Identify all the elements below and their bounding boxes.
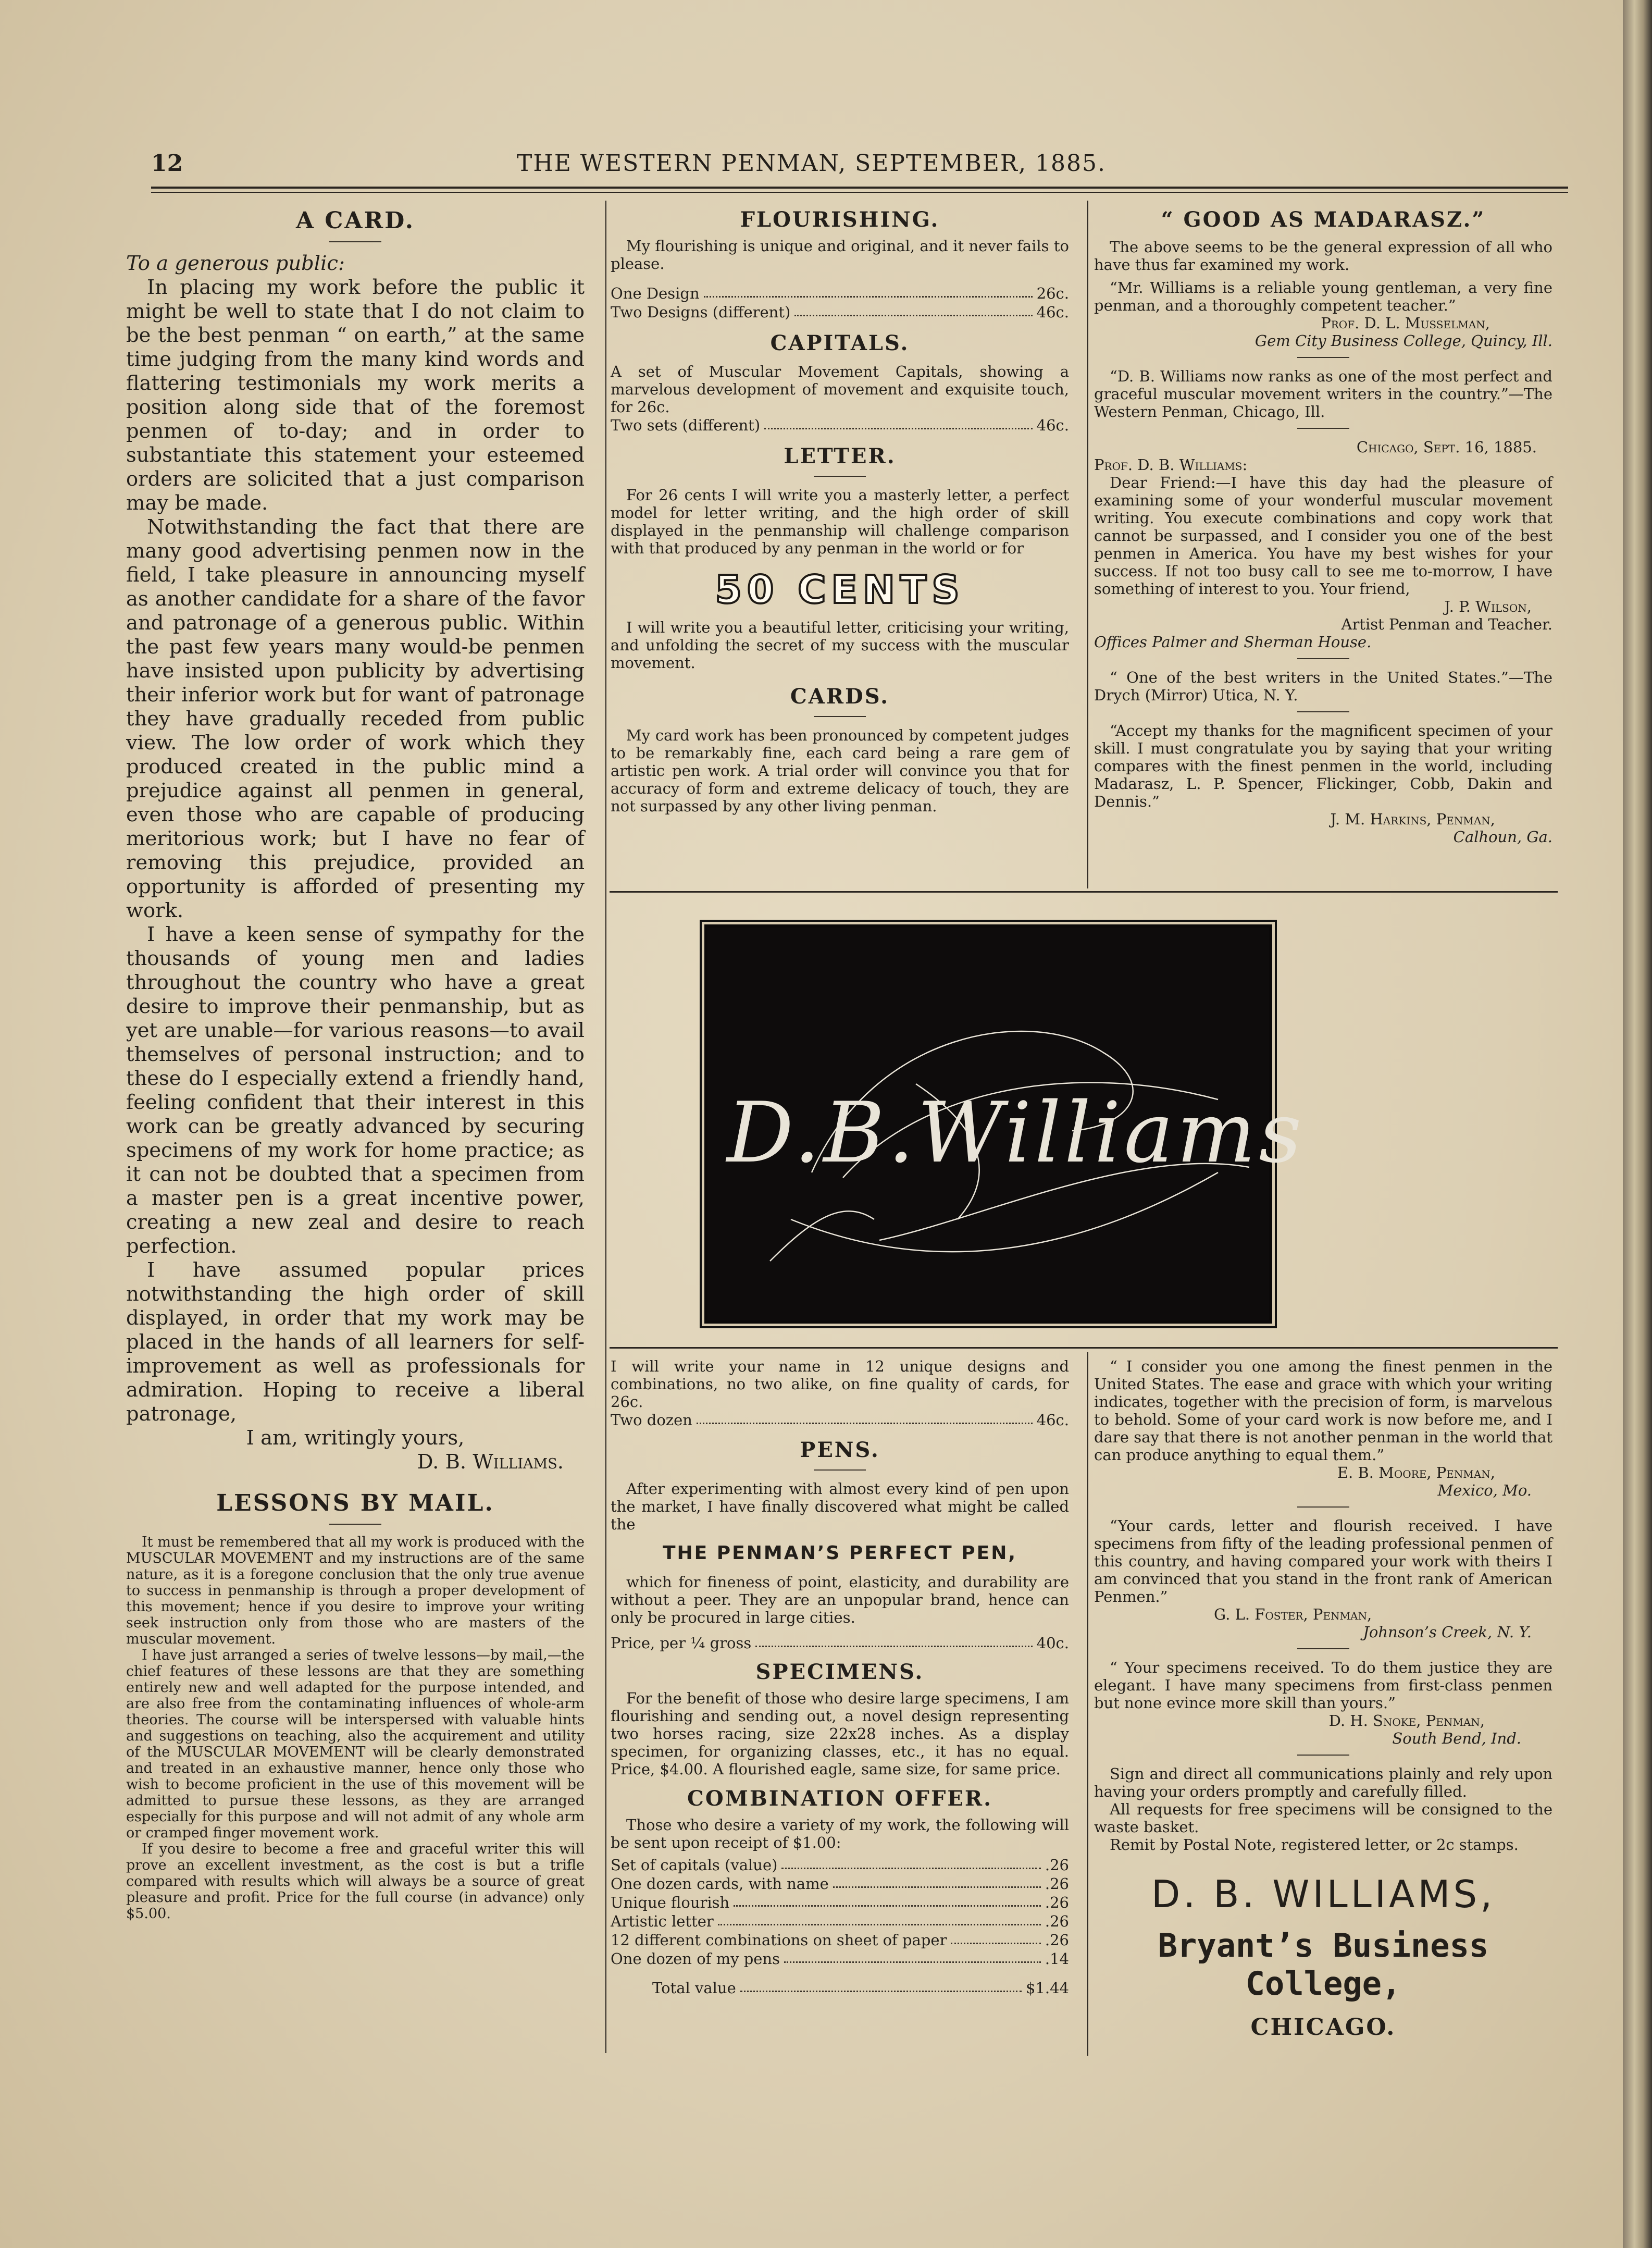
column-divider [1087,1352,1088,2056]
letter-text-2: I will write you a beautiful letter, criticising your writing, and unfolding the secret of my success with the muscular movement. [611,619,1069,672]
leader-dots [764,416,1032,429]
title-rule [814,476,866,477]
directions: All requests for free specimens will be consigned to the waste basket. [1094,1800,1552,1836]
pens-text: After experimenting with almost every kind of pen upon the market, I have finally discovered what might be called the [611,1480,1069,1533]
letter-body: Dear Friend:—I have this day had the pleasure of examining some of your wonderful muscular movement writing. You execute combinations and copy work that cannot be surpassed, and I consider you one of the best penmen in America. You have my best wishes for your success. If not too busy call to see me to-morrow, I have something of interest to you. Your friend, [1094,474,1552,598]
price-label: Price, per ¼ gross [611,1634,752,1652]
card-paragraph: Notwithstanding the fact that there are many good advertising penmen now in the field, I take pleasure in announcing myself as another candidate for a share of the favor and patronage of a generous public. Within the past few years many would-be penmen have insisted upon publicity by advertising their inferior work but for want of patronage they have gradually receded from public view. The low order of work which they produced created in the public mind a prejudice against all penmen in general, even those who are capable of producing meritorious work; but I have no fear of removing this prejudice, provided an opportunity is afforded of presenting my work. [126,515,585,922]
title-rule [1297,1755,1349,1756]
testimonial-signature: G. L. Foster, Penman, [1214,1605,1372,1623]
price-row [611,1874,1069,1893]
header-rule-thin [151,192,1568,193]
testimonial-source: Johnson’s Creek, N. Y. [1363,1623,1532,1641]
price-value: .26 [1045,1931,1069,1949]
lessons-title: LESSONS BY MAIL. [216,1490,494,1516]
combination-intro: Those who desire a variety of my work, the following will be sent upon receipt of $1.00: [611,1816,1069,1851]
testimonials-column [1094,207,1552,846]
price-value: .26 [1045,1875,1069,1893]
offers-column [611,207,1069,815]
total-label: Total value [652,1979,736,1997]
leader-dots [718,1912,1041,1925]
quote: “Accept my thanks for the magnificent specimen of your skill. I must congratulate you by saying that your writing compares with the finest penmen in the world, including Madarasz, L. P. Spencer, Flickinger, Cobb, Dakin and Dennis.” [1094,722,1552,810]
lessons-paragraph: If you desire to become a free and graceful writer this will prove an excellent investment, as the cost is but a trifle compared with results which will always be a source of great pleasure and profit. Price for the full course (in advance) only $5.00. [126,1841,585,1922]
specimens-text: For the benefit of those who desire large specimens, I am flourishing and sending out, a novel design representing two horses racing, size 22x28 inches. As a display specimen, for organizing classes, etc., it has no equal. Price, $4.00. A flourished eagle, same size, for same price. [611,1689,1069,1778]
flourishing-title: FLOURISHING. [740,207,940,232]
names-intro-text: I will write your name in 12 unique designs and combinations, no two alike, on fine quality of cards, for [611,1357,1069,1393]
letter-text: For 26 cents I will write you a masterly letter, a perfect model for letter writing, and the high order of skill displayed in the penmanship will challenge comparison with that produced by any penman in the world or for [611,486,1069,557]
testimonial: “Your cards, letter and flourish received. I have specimens from fifty of the leading professional penmen of this country, and having compared your work with theirs I am convinced that you stand in the front rank of American Penmen.” [1094,1517,1552,1605]
madarasz-intro: The above seems to be the general expression of all who have thus far examined my work. [1094,238,1552,274]
quote-source: Calhoun, Ga. [1453,828,1552,846]
testimonial: “ Your specimens received. To do them justice they are elegant. I have many specimens from first-class penmen but none evince more skill than yours.” [1094,1659,1552,1712]
letter-office: Offices Palmer and Sherman House. [1094,633,1372,651]
price-label: 12 different combinations on sheet of paper [611,1931,947,1949]
leader-dots [951,1931,1040,1944]
leader-dots [734,1893,1041,1907]
lessons-paragraph: It must be remembered that all my work is produced with the MUSCULAR MOVEMENT and my instructions are of the same nature, as it is a foregone conclusion that the only true avenue to success in penmanship is through a proper development of this movement; hence if you desire to improve your writing seek instruction only from those who are masters of the muscular movement. [126,1534,585,1647]
testimonial-source: Mexico, Mo. [1437,1481,1532,1499]
testimonial-signature: E. B. Moore, Penman, [1337,1464,1495,1481]
signature-script: D.B.Williams [727,1084,1305,1181]
leader-dots [704,284,1033,298]
title-rule [1297,357,1349,358]
leader-dots [740,1979,1022,1992]
section-divider [610,1347,1558,1349]
price-label: Artistic letter [611,1912,714,1930]
page-number: 12 [151,150,183,177]
title-rule [1297,1506,1349,1508]
price-label: Unique flourish [611,1894,730,1911]
section-divider [610,891,1558,893]
offers-column-lower [611,1357,1069,1997]
pen-name: THE PENMAN’S PERFECT PEN, [662,1542,1017,1564]
price-label: One dozen cards, with name [611,1875,829,1893]
card-closing: I am, writingly yours, [246,1426,465,1450]
specimens-title: SPECIMENS. [755,1660,924,1684]
price-value: 26c. [637,398,670,416]
title-rule [1297,711,1349,712]
price-value: .26 [1045,1856,1069,1874]
address-college: Bryant’s Business College, [1158,1926,1489,2003]
price-value: 40c. [1036,1634,1069,1652]
leader-dots [755,1634,1032,1647]
price-row [611,1634,1069,1652]
quote: “D. B. Williams now ranks as one of the most perfect and graceful muscular movement writers in the country.”—The Western Penman, Chicago, Ill. [1094,367,1552,421]
price-value: .14 [1045,1950,1069,1968]
column-divider [605,201,606,2053]
quote-signature: J. M. Harkins, Penman, [1330,810,1495,828]
price-label: A set of Muscular Movement Capitals, showing a marvelous development of movement and exquisite touch, for [611,363,1069,416]
letter-date: Chicago, Sept. 16, 1885. [1356,438,1537,456]
price-label: Set of capitals (value) [611,1856,778,1874]
price-row [611,1912,1069,1931]
capitals-item [611,363,1069,416]
price-row [611,284,1069,303]
price-value: 26c. [611,1393,643,1411]
lessons-paragraph: I have just arranged a series of twelve lessons—by mail,—the chief features of these lessons are that they are something entirely new and well adapted for the purpose intended, and are also free from the contaminating influences of whole-arm theories. The course will be interspersed with valuable hints and suggestions on teaching, also the acquirement and utility of the MUSCULAR MOVEMENT will be clearly demonstrated and treated in an exhaustive manner, hence only those who wish to become proficient in the use of this movement will be admitted to pursue these lessons, as they are arranged especially for this purpose and will not admit of any whole arm or cramped finger movement work. [126,1647,585,1841]
price-label: Two sets (different) [611,416,761,434]
cards-title: CARDS. [790,684,890,709]
leader-dots [697,1411,1033,1424]
quote-signature: Prof. D. L. Musselman, [1321,314,1490,332]
capitals-title: CAPITALS. [770,331,910,355]
leader-dots [781,1856,1040,1869]
title-rule [1297,1648,1349,1649]
card-column [126,207,585,1922]
card-paragraph: I have assumed popular prices notwithstanding the high order of skill displayed, in order that my work may be placed in the hands of all learners for self-improvement as well as professionals for admiration. Hoping to receive a liberal patronage, [126,1258,585,1426]
price-row [611,416,1069,435]
pens-text-2: which for fineness of point, elasticity, and durability are without a peer. They are an unpopular brand, hence can only be procured in large cities. [611,1573,1069,1626]
directions: Remit by Postal Note, registered letter, or 2c stamps. [1110,1836,1519,1854]
fifty-cents-banner: 50 CENTS [715,567,965,612]
card-signature: D. B. Williams. [417,1450,564,1474]
leader-dots [833,1874,1041,1888]
title-rule [329,241,381,242]
card-paragraph: I have a keen sense of sympathy for the thousands of young men and ladies throughout the country who have a great desire to improve their penmanship, but as yet are unable—for various reasons—to avail themselves of personal instruction; and to these do I especially extend a friendly hand, feeling confident that their interest in this work can be greatly advanced by securing specimens of my work for home practice; as it can not be doubted that a specimen from a master pen is a great incentive power, creating a new zeal and desire to reach perfection. [126,923,585,1258]
leader-dots [794,303,1032,316]
quote: “Mr. Williams is a reliable young gentleman, a very fine penman, and a thoroughly competent teacher.” [1094,279,1552,314]
title-rule [1297,428,1349,429]
testimonials-column-lower [1094,1357,1552,2041]
directions: Sign and direct all communications plainly and rely upon having your orders promptly and carefully filled. [1094,1765,1552,1800]
title-rule [814,716,866,717]
price-value: .26 [1045,1912,1069,1930]
column-divider [1087,201,1088,888]
card-paragraph: In placing my work before the public it might be well to state that I do not claim to be the best penman “ on earth,” at the same time judging from the many kind words and flattering testimonials my work merits a position along side that of the foremost penmen of to-day; and in order to substantiate this statement your esteemed orders are solicited that a just comparison may be made. [126,276,585,515]
pens-title: PENS. [800,1438,880,1462]
price-value: 46c. [1036,416,1069,434]
price-row [611,1856,1069,1874]
price-row [611,1893,1069,1912]
price-label: One Design [611,285,700,302]
price-row [611,303,1069,322]
total-row [611,1979,1069,1997]
letter-signature-title: Artist Penman and Teacher. [1341,615,1552,633]
price-row [611,1931,1069,1949]
title-rule [1297,658,1349,659]
letter-addressee: Prof. D. B. Williams: [1094,456,1248,474]
title-rule [814,1469,866,1471]
combination-title: COMBINATION OFFER. [687,1786,992,1811]
letter-title: LETTER. [784,444,896,468]
flourishing-intro: My flourishing is unique and original, and it never fails to please. [611,237,1069,273]
price-value: .26 [1045,1894,1069,1911]
cards-text: My card work has been pronounced by competent judges to be remarkably fine, each card being a rare gem of artistic pen work. A trial order will convince you that for accuracy of form and extreme delicacy of touch, they are not surpassed by any other living penman. [611,726,1069,815]
card-salutation: To a generous public: [126,252,345,275]
quote: “ One of the best writers in the United States.”—The Drych (Mirror) Utica, N. Y. [1094,669,1552,704]
combination-list [611,1856,1069,1968]
price-label: Two dozen [611,1411,692,1429]
card-title: A CARD. [295,207,415,234]
testimonial-source: South Bend, Ind. [1392,1730,1521,1747]
header-rule [151,187,1568,189]
price-row [611,1949,1069,1968]
price-label: Two Designs (different) [611,303,791,321]
leader-dots [784,1949,1041,1963]
address-city: CHICAGO. [1250,2014,1396,2041]
price-value: 26c. [1036,285,1069,302]
madarasz-title: “ GOOD AS MADARASZ.” [1161,207,1486,232]
price-value: 46c. [1036,303,1069,321]
price-row [611,1411,1069,1429]
address-name: D. B. WILLIAMS, [1151,1872,1496,1916]
testimonial-signature: D. H. Snoke, Penman, [1328,1712,1485,1730]
price-label: One dozen of my pens [611,1950,780,1968]
total-value: $1.44 [1025,1979,1069,1997]
title-rule [329,1524,381,1525]
quote-source: Gem City Business College, Quincy, Ill. [1254,332,1552,350]
price-value: 46c. [1036,1411,1069,1429]
names-intro [611,1357,1069,1411]
running-head: THE WESTERN PENMAN, SEPTEMBER, 1885. [516,150,1106,177]
page-edge [1623,0,1652,2248]
testimonial: “ I consider you one among the finest penmen in the United States. The ease and grace with which your writing indicates, together with the precision of form, is marvelous to behold. Some of your card work is now before me, and I dare say that there is not another penman in the world that can produce anything to equal them.” [1094,1357,1552,1464]
letter-signature: J. P. Wilson, [1444,598,1532,615]
